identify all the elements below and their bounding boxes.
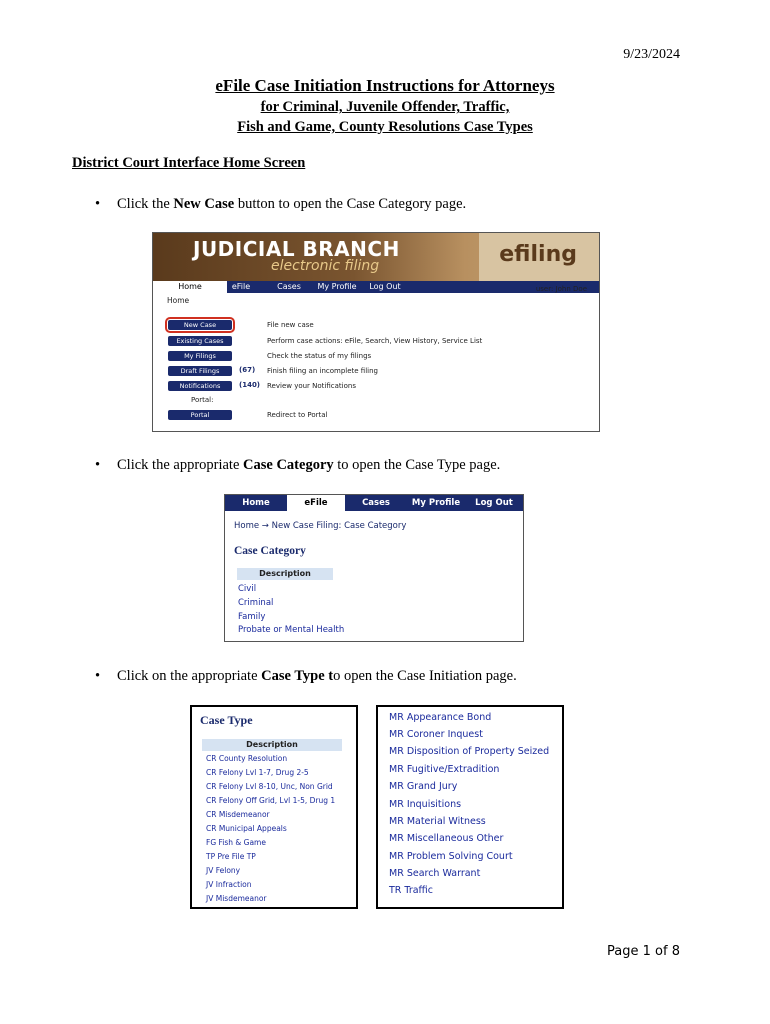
bullet-text: Click the appropriate [117,457,244,473]
case-type-link[interactable]: MR Disposition of Property Seized [389,746,550,757]
efiling-logo: efiling [499,242,577,267]
my-filings-button[interactable]: My Filings [168,351,232,361]
case-category-heading: Case Category [234,545,306,557]
bullet-text: Click on the appropriate [117,668,262,684]
portal-label: Portal: [191,396,214,404]
bullet-icon: • [95,668,101,684]
nav-home[interactable]: Home [153,281,227,293]
bullet-bold-text: New Case [173,196,235,212]
case-type-link[interactable]: MR Coroner Inquest [389,729,483,740]
subtitle-line-1: for Criminal, Juvenile Offender, Traffic, [260,99,510,115]
portal-description: Redirect to Portal [267,411,328,419]
case-type-heading: Case Type [200,713,253,727]
case-type-link[interactable]: MR Fugitive/Extradition [389,764,500,775]
document-title: eFile Case Initiation Instructions for Attorneys [215,76,555,95]
notifications-count: (140) [239,381,261,389]
section-heading: District Court Interface Home Screen [72,155,306,171]
bullet-icon: • [95,457,101,473]
case-type-link[interactable]: MR Problem Solving Court [389,851,513,862]
case-type-link[interactable]: CR Misdemeanor [206,810,270,819]
case-type-link[interactable]: FG Fish & Game [206,838,266,847]
case-type-link[interactable]: CR Municipal Appeals [206,824,287,833]
case-type-link[interactable]: MR Material Witness [389,816,486,827]
document-date: 9/23/2024 [623,47,680,62]
case-type-link[interactable]: CR Felony Off Grid, Lvl 1-5, Drug 1 [206,796,336,805]
category-civil-link[interactable]: Civil [238,584,257,594]
user-label: user: John Doe [535,285,587,293]
bullet-bold-text: Case Type t [261,668,334,684]
case-type-link[interactable]: MR Appearance Bond [389,712,492,723]
case-type-link[interactable]: JV Misdemeanor [206,894,267,903]
category-family-link[interactable]: Family [238,612,266,622]
nav-cases[interactable]: Cases [277,282,301,291]
case-type-link[interactable]: TP Pre File TP [206,852,256,861]
nav-efile[interactable]: eFile [287,495,345,511]
page-label: Home [167,296,190,305]
bullet-instruction-3 [95,668,517,685]
nav-bar [225,495,523,511]
banner-title: JUDICIAL BRANCH [193,237,400,261]
new-case-description: File new case [267,321,314,329]
existing-cases-description: Perform case actions: eFile, Search, View History, Service List [267,337,483,345]
case-type-link[interactable]: TR Traffic [389,885,433,896]
existing-cases-button[interactable]: Existing Cases [168,336,232,346]
portal-button[interactable]: Portal [168,410,232,420]
breadcrumb[interactable]: Home → New Case Filing: Case Category [234,521,407,531]
nav-my-profile[interactable]: My Profile [411,498,461,508]
description-header: Description [202,739,342,751]
nav-log-out[interactable]: Log Out [369,282,401,291]
bullet-instruction-2 [95,457,500,474]
category-probate-link[interactable]: Probate or Mental Health [238,625,345,635]
case-category-screenshot [224,494,524,642]
bullet-instruction-1 [95,196,466,213]
bullet-text: o open the Case Initiation page. [333,668,517,684]
case-type-link[interactable]: CR County Resolution [206,754,288,763]
bullet-text: Click the [117,196,174,212]
case-type-link[interactable]: MR Miscellaneous Other [389,833,504,844]
case-type-link[interactable]: MR Inquisitions [389,799,462,810]
bullet-text: to open the Case Type page. [333,457,501,473]
nav-log-out[interactable]: Log Out [475,498,513,508]
banner-subtitle: electronic filing [271,258,380,274]
case-type-link[interactable]: MR Grand Jury [389,781,458,792]
case-type-link[interactable]: CR Felony Lvl 1-7, Drug 2-5 [206,768,309,777]
my-filings-description: Check the status of my filings [267,352,372,360]
page-number: Page 1 of 8 [607,944,680,959]
nav-home[interactable]: Home [242,498,270,508]
bullet-bold-text: Case Category [243,457,334,473]
case-type-link[interactable]: CR Felony Lvl 8-10, Unc, Non Grid [206,782,333,791]
bullet-icon: • [95,196,101,212]
notifications-description: Review your Notifications [267,382,356,390]
subtitle-line-2: Fish and Game, County Resolutions Case Types [237,119,533,135]
judicial-branch-banner [153,233,599,281]
case-type-link[interactable]: JV Felony [206,866,241,875]
category-criminal-link[interactable]: Criminal [238,598,274,608]
bullet-text: button to open the Case Category page. [234,196,467,212]
home-screen-screenshot [152,232,600,432]
nav-cases[interactable]: Cases [362,498,390,508]
nav-my-profile[interactable]: My Profile [317,282,357,291]
new-case-button[interactable]: New Case [168,320,232,330]
case-type-screenshot-left [190,705,358,909]
notifications-button[interactable]: Notifications [168,381,232,391]
draft-filings-button[interactable]: Draft Filings [168,366,232,376]
nav-efile[interactable]: eFile [231,282,251,291]
case-type-link[interactable]: JV Infraction [206,880,252,889]
case-type-link[interactable]: MR Search Warrant [389,868,481,879]
case-type-screenshot-right [376,705,564,909]
draft-filings-count: (67) [239,366,256,374]
nav-bar [153,281,599,293]
description-header: Description [237,568,333,580]
draft-filings-description: Finish filing an incomplete filing [267,367,378,375]
